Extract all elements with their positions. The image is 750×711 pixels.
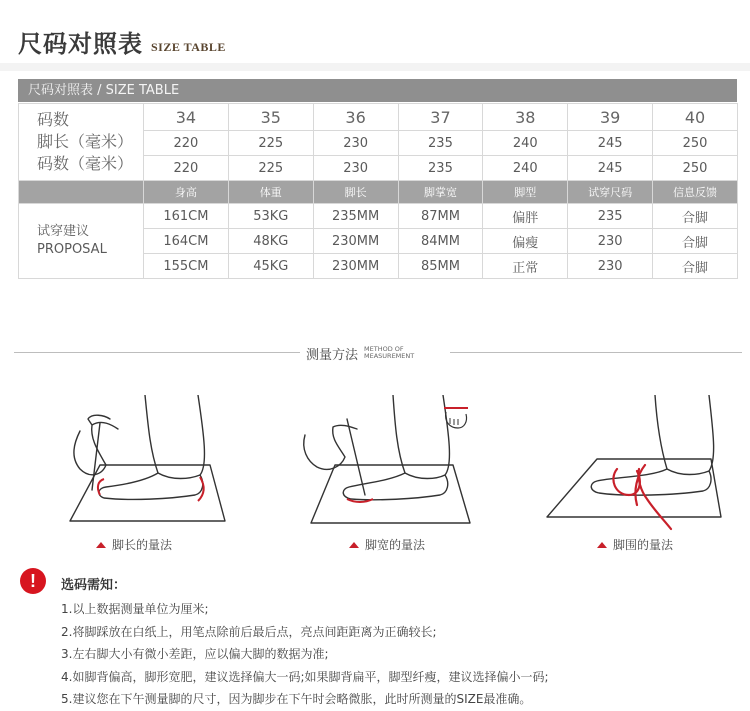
foot-length-cell: 240 — [483, 131, 567, 155]
foot-leg — [655, 395, 714, 475]
method-title: 测量方法 — [306, 347, 359, 363]
mm-size-cell: 230 — [314, 156, 398, 180]
proposal-cell: 230 — [568, 229, 652, 253]
pen — [347, 419, 365, 495]
caption-foot-width — [349, 536, 425, 553]
foot-length-cell: 245 — [568, 131, 652, 155]
proposal-header-cell: 信息反馈 — [653, 181, 737, 203]
size-cell: 34 — [144, 104, 228, 130]
foot-length-illustration — [40, 395, 240, 525]
warning-icon: ! — [20, 568, 46, 594]
method-subtitle — [364, 346, 434, 360]
foot-length-cell: 235 — [399, 131, 483, 155]
page-title: 尺码对照表 — [18, 29, 143, 58]
proposal-label — [19, 204, 143, 278]
pen — [92, 423, 100, 490]
label-size: 码数 — [37, 110, 70, 129]
foot-girth-illustration — [545, 395, 745, 535]
mm-size-cell: 225 — [229, 156, 313, 180]
size-cell: 36 — [314, 104, 398, 130]
proposal-header-cell: 体重 — [229, 181, 313, 203]
foot-sole — [99, 473, 203, 499]
proposal-cell: 偏胖 — [483, 204, 567, 228]
foot-sole — [591, 469, 711, 495]
method-heading — [306, 342, 434, 364]
note-item: 4.如脚背偏高，脚形宽肥，建议选择偏大一码;如果脚背扁平，脚型纤瘦，建议选择偏小一码; — [61, 669, 549, 684]
hand — [74, 415, 118, 475]
proposal-cell: 45KG — [229, 254, 313, 278]
proposal-cell: 230MM — [314, 254, 398, 278]
size-cell: 38 — [483, 104, 567, 130]
paper-sheet — [547, 459, 721, 517]
proposal-cell: 235 — [568, 204, 652, 228]
foot-length-cell: 230 — [314, 131, 398, 155]
proposal-cell: 155CM — [144, 254, 228, 278]
proposal-cell: 87MM — [399, 204, 483, 228]
foot-length-cell: 225 — [229, 131, 313, 155]
page-header — [18, 22, 226, 58]
caption-foot-length — [96, 536, 172, 553]
proposal-header-cell: 脚长 — [314, 181, 398, 203]
proposal-cell: 正常 — [483, 254, 567, 278]
caption-foot-girth-text: 脚围的量法 — [613, 538, 674, 552]
proposal-label-cn: 试穿建议 — [37, 224, 90, 239]
mm-size-cell: 220 — [144, 156, 228, 180]
header-divider-bar — [0, 63, 750, 71]
notes-list — [61, 598, 741, 711]
proposal-header-cell: 脚掌宽 — [399, 181, 483, 203]
proposal-cell: 84MM — [399, 229, 483, 253]
measure-mark-back — [198, 477, 204, 501]
proposal-cell: 230MM — [314, 229, 398, 253]
proposal-row — [19, 204, 737, 228]
mm-size-cell: 235 — [399, 156, 483, 180]
proposal-header-blank — [19, 181, 143, 203]
proposal-header-row — [19, 181, 737, 203]
proposal-cell: 合脚 — [653, 204, 737, 228]
method-subtitle-line1: METHOD OF — [364, 345, 404, 353]
size-table-title: 尺码对照表 / SIZE TABLE — [18, 79, 737, 102]
proposal-label-en: PROPOSAL — [37, 242, 107, 257]
size-cell: 40 — [653, 104, 737, 130]
proposal-cell: 53KG — [229, 204, 313, 228]
proposal-header-cell: 试穿尺码 — [568, 181, 652, 203]
mm-size-cell: 250 — [653, 156, 737, 180]
label-mm-size: 码数（毫米） — [37, 154, 134, 173]
note-item: 2.将脚踩放在白纸上，用笔点除前后最后点，亮点间距距离为正确较长; — [61, 624, 437, 639]
label-foot-length: 脚长（毫米） — [37, 132, 134, 151]
hand — [304, 425, 357, 469]
red-triangle-icon — [597, 542, 607, 548]
proposal-cell: 合脚 — [653, 254, 737, 278]
foot-leg — [145, 395, 204, 479]
proposal-cell: 85MM — [399, 254, 483, 278]
size-cell: 37 — [399, 104, 483, 130]
note-item: 3.左右脚大小有微小差距，应以偏大脚的数据为准; — [61, 647, 329, 661]
size-table — [18, 103, 738, 279]
red-triangle-icon — [96, 542, 106, 548]
foot-sole — [343, 473, 447, 500]
proposal-cell: 偏瘦 — [483, 229, 567, 253]
mm-size-cell: 240 — [483, 156, 567, 180]
proposal-header-cell: 身高 — [144, 181, 228, 203]
proposal-cell: 合脚 — [653, 229, 737, 253]
page-subtitle: SIZE TABLE — [151, 40, 226, 54]
caption-foot-girth — [597, 536, 673, 553]
small-foot-inset — [440, 406, 472, 432]
caption-foot-length-text: 脚长的量法 — [112, 538, 173, 552]
size-cell: 39 — [568, 104, 652, 130]
note-item: 1.以上数据测量单位为厘米; — [61, 602, 209, 616]
size-cell: 35 — [229, 104, 313, 130]
red-triangle-icon — [349, 542, 359, 548]
note-item: 5.建议您在下午测量脚的尺寸，因为脚步在下午时会略微胀，此时所测量的SIZE最准确。 — [61, 692, 532, 706]
foot-length-cell: 220 — [144, 131, 228, 155]
section-divider-left — [14, 352, 300, 353]
proposal-cell: 164CM — [144, 229, 228, 253]
size-row — [19, 104, 737, 130]
proposal-cell: 48KG — [229, 229, 313, 253]
proposal-header-cell: 脚型 — [483, 181, 567, 203]
caption-foot-width-text: 脚宽的量法 — [365, 538, 426, 552]
size-row-labels — [19, 104, 143, 180]
section-divider-right — [450, 352, 742, 353]
method-subtitle-line2: MEASUREMENT — [364, 352, 415, 360]
proposal-cell: 235MM — [314, 204, 398, 228]
proposal-cell: 230 — [568, 254, 652, 278]
mm-size-cell: 245 — [568, 156, 652, 180]
notes-title: 选码需知： — [61, 578, 127, 593]
proposal-cell: 161CM — [144, 204, 228, 228]
foot-length-cell: 250 — [653, 131, 737, 155]
